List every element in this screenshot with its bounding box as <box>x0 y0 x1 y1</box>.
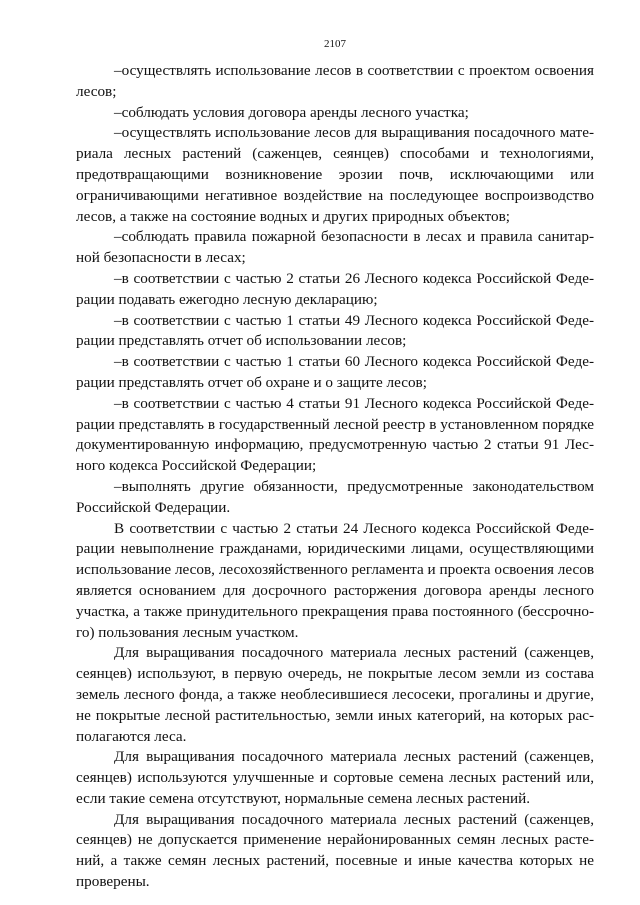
paragraph-9: –выполнять другие обязанности, предусмотренные законодательством Российской Федерации. <box>76 477 594 516</box>
paragraph-1: –осуществлять использование лесов в соответствии с проектом освоения лесов; <box>76 62 594 100</box>
paragraph-2: –соблюдать условия договора аренды лесного участка; <box>114 103 469 121</box>
paragraph-13: Для выращивания посадочного материала лесных растений (саженцев, сеянцев) не допускается применение нерайонированных семян лесных растений, а также семян лесных растений, посевные и иные качества которых не проверены. <box>76 810 594 891</box>
paragraph-10: В соответствии с частью 2 статьи 24 Лесного кодекса Российской Федерации невыполнение гражданами, юридическими лицами, осуществляющими использование лесов, лесохозяйственного регламента и проекта освоения лесов является основанием для досрочного расторжения договора аренды лесного участка, а также принудительного прекращения права постоянного (бессрочного) пользования лесным участком. <box>76 519 594 641</box>
page-number: 2107 <box>324 38 346 50</box>
document-body <box>76 61 594 893</box>
paragraph-11: Для выращивания посадочного материала лесных растений (саженцев, сеянцев) используют, в первую очередь, не покрытые лесом земли из состава земель лесного фонда, а также необлесившиеся лесосеки, прогалины и другие, не покрытые лесной растительностью, земли иных категорий, на которых располагаются леса. <box>76 644 594 745</box>
paragraph-6: –в соответствии с частью 1 статьи 49 Лесного кодекса Российской Федерации представлять отчет об использовании лесов; <box>76 311 594 350</box>
paragraph-8: –в соответствии с частью 4 статьи 91 Лесного кодекса Российской Федерации представлять в государственный лесной реестр в установленном порядке документированную информацию, предусмотренную частью 2 статьи 91 Лесного кодекса Российской Федерации; <box>76 394 594 475</box>
paragraph-3: –осуществлять использование лесов для выращивания посадочного материала лесных растений (саженцев, сеянцев) способами и технологиями, предотвращающими возникновение эрозии почв, исключающими или ограничивающими негативное воздействие на последующее воспроизводство лесов, а также на состояние водных и других природных объектов; <box>76 124 594 225</box>
paragraph-5: –в соответствии с частью 2 статьи 26 Лесного кодекса Российской Федерации подавать ежегодно лесную декларацию; <box>76 269 594 308</box>
paragraph-7: –в соответствии с частью 1 статьи 60 Лесного кодекса Российской Федерации представлять отчет об охране и о защите лесов; <box>76 353 594 391</box>
paragraph-12: Для выращивания посадочного материала лесных растений (саженцев, сеянцев) используются улучшенные и сортовые семена лесных растений или, если такие семена отсутствуют, нормальные семена лесных растений. <box>76 748 594 807</box>
document-page <box>76 0 594 905</box>
paragraph-4: –соблюдать правила пожарной безопасности в лесах и правила санитарной безопасности в лесах; <box>76 228 594 267</box>
